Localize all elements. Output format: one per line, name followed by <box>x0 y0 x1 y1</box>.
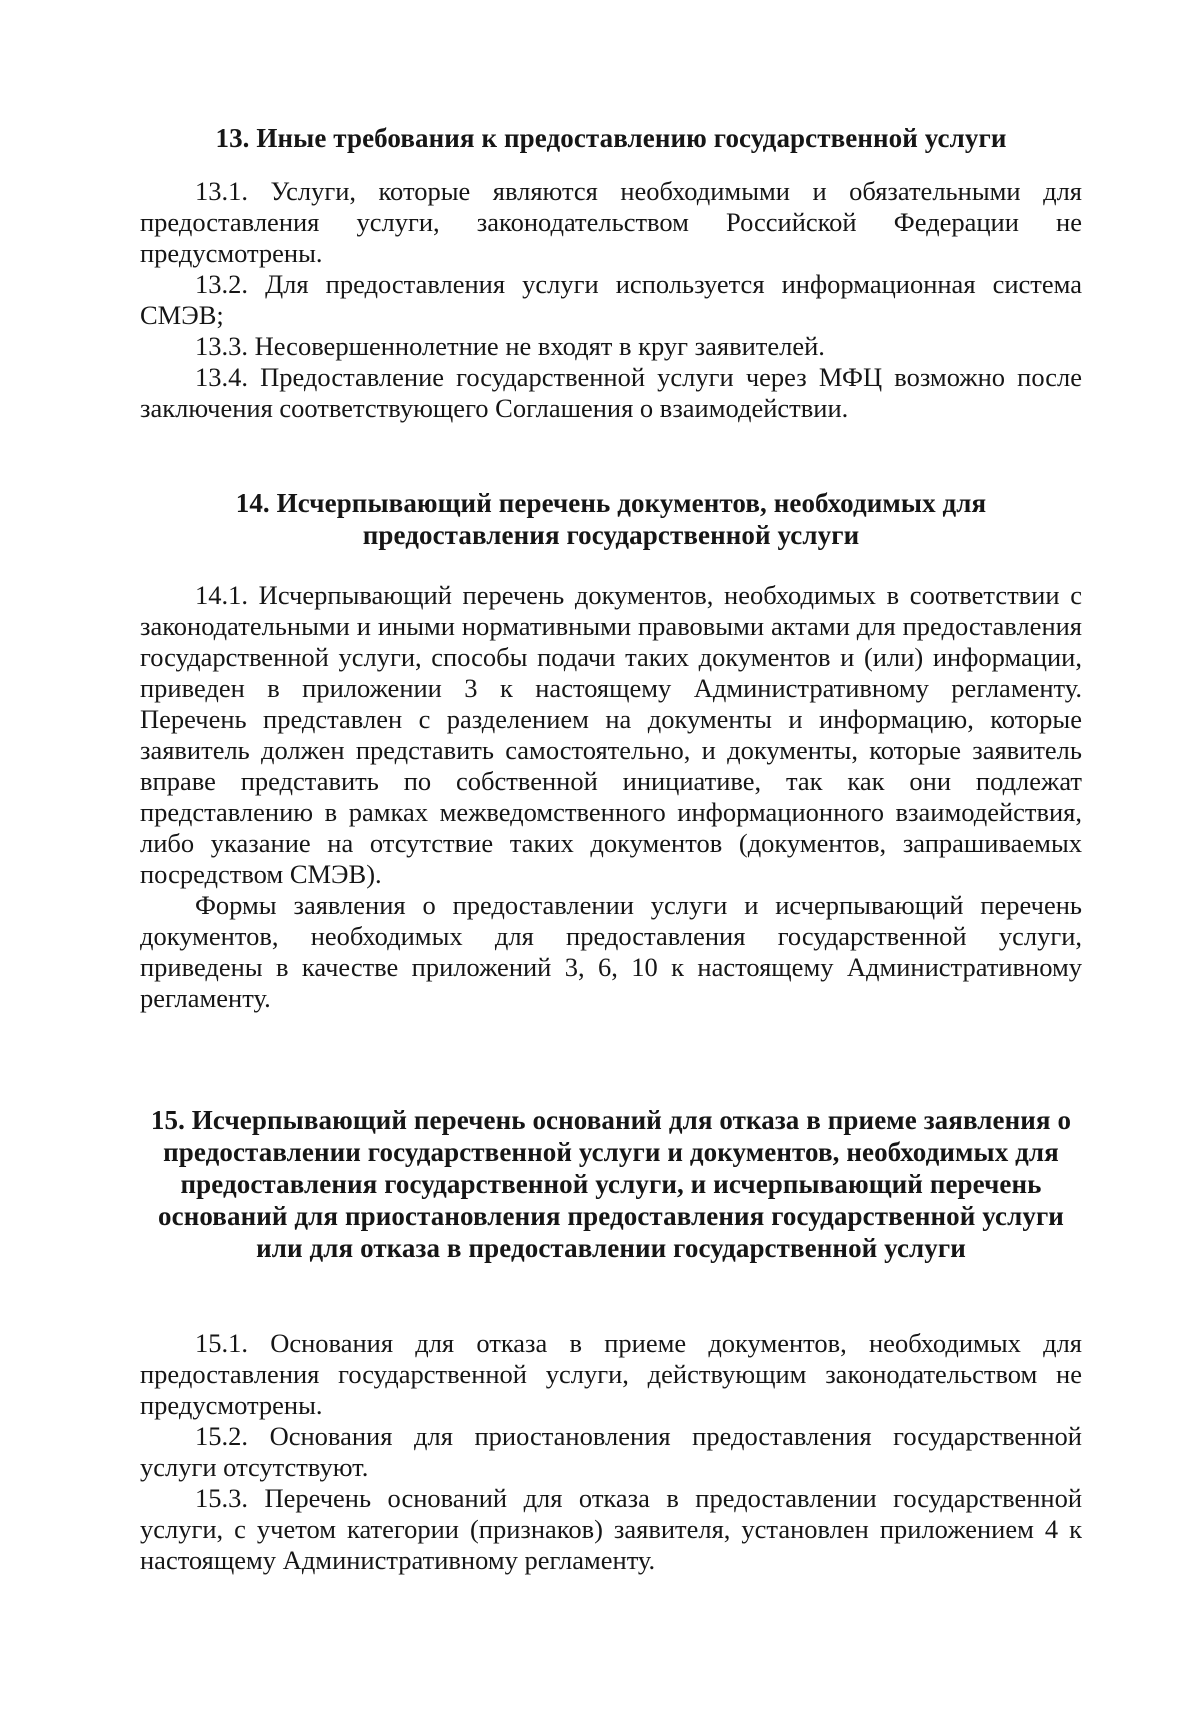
paragraph-13-3: 13.3. Несовершеннолетние не входят в круг заявителей. <box>195 331 825 361</box>
paragraph-13-1: 13.1. Услуги, которые являются необходимыми и обязательными для предоставления услуги, законодательством Российской Федерации не предусмотрены. <box>140 176 1082 268</box>
section-14 <box>140 487 1082 551</box>
section-13 <box>140 122 1082 154</box>
paragraph-13-4: 13.4. Предоставление государственной услуги через МФЦ возможно после заключения соответствующего Соглашения о взаимодействии. <box>140 362 1082 423</box>
paragraph-15-2: 15.2. Основания для приостановления предоставления государственной услуги отсутствуют. <box>140 1421 1082 1482</box>
paragraph-15-1: 15.1. Основания для отказа в приеме документов, необходимых для предоставления государственной услуги, действующим законодательством не предусмотрены. <box>140 1328 1082 1420</box>
paragraph-14-1: 14.1. Исчерпывающий перечень документов, необходимых в соответствии с законодательными и иными нормативными правовыми актами для предоставления государственной услуги, способы подачи таких документов и (или) информации, приведен в приложении 3 к настоящему Административному регламенту. Перечень представлен с разделением на документы и информацию, которые заявитель должен представить самостоятельно, и документы, которые заявитель вправе представить по собственной инициативе, так как они подлежат представлению в рамках межведомственного информационного взаимодействия, либо указание на отсутствие таких документов (документов, запрашиваемых посредством СМЭВ). <box>140 580 1082 889</box>
section-14-body <box>140 580 1082 1014</box>
paragraph-13-2: 13.2. Для предоставления услуги используется информационная система СМЭВ; <box>140 269 1082 330</box>
section-14-heading: 14. Исчерпывающий перечень документов, необходимых для предоставления государственной услуги <box>235 488 987 550</box>
section-15 <box>140 1104 1082 1264</box>
section-13-body <box>140 176 1082 424</box>
section-15-heading: 15. Исчерпывающий перечень оснований для отказа в приеме заявления о предоставлении государственной услуги и документов, необходимых для предоставления государственной услуги, и исчерпывающий перечень оснований для приостановления предоставления государственной услуги или для отказа в предоставлении государственной услуги <box>150 1105 1072 1263</box>
paragraph-15-3: 15.3. Перечень оснований для отказа в предоставлении государственной услуги, с учетом категории (признаков) заявителя, установлен приложением 4 к настоящему Административному регламенту. <box>140 1483 1082 1575</box>
section-15-body <box>140 1328 1082 1576</box>
section-13-heading: 13. Иные требования к предоставлению государственной услуги <box>215 123 1007 153</box>
paragraph-14-forms: Формы заявления о предоставлении услуги и исчерпывающий перечень документов, необходимых для предоставления государственной услуги, приведены в качестве приложений 3, 6, 10 к настоящему Административному регламенту. <box>140 890 1082 1013</box>
